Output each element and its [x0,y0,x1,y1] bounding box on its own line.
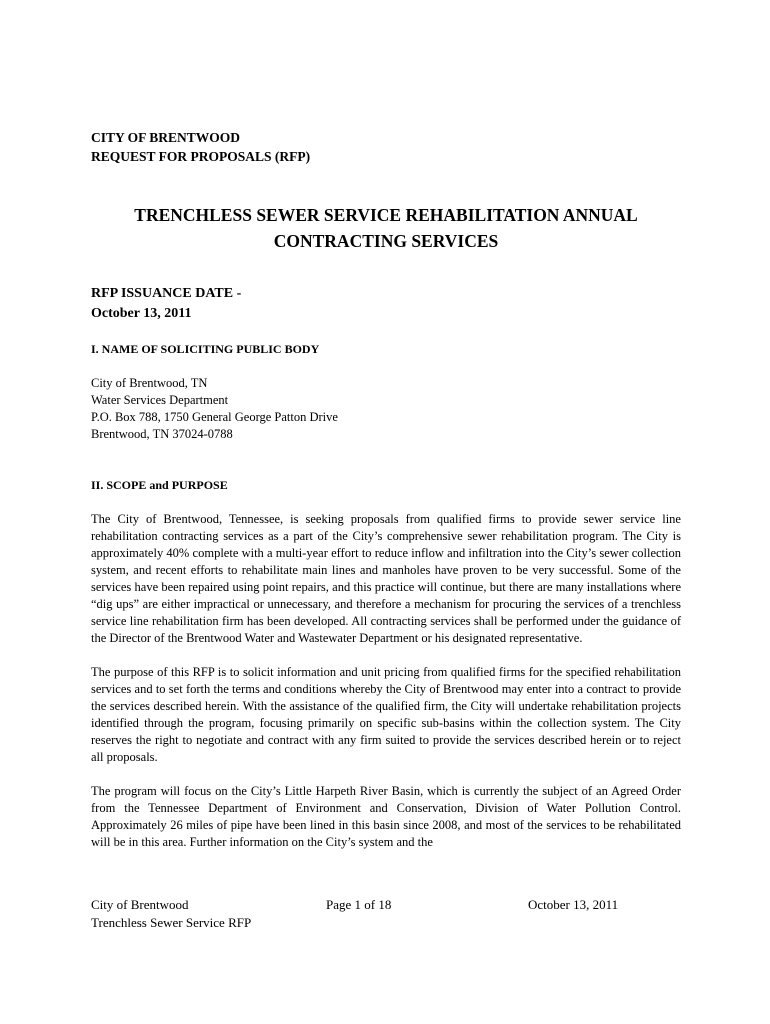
title-line-2: CONTRACTING SERVICES [273,231,499,251]
scope-paragraph-2: The purpose of this RFP is to solicit information and unit pricing from qualified firms for the specified rehabilitation services and to set forth the terms and conditions whereby the City of Brentwood may enter into a contract to provide the services described herein. With the assistance of the qualified firm, the City will undertake rehabilitation projects identified through the program, focusing primarily on specific sub-basins within the collection system. The City reserves the right to negotiate and contract with any firm suited to provide the services described herein or to reject all proposals. [91,665,681,764]
footer-date: October 13, 2011 [528,897,619,912]
footer-left [91,896,251,932]
scope-paragraph-1: The City of Brentwood, Tennessee, is seeking proposals from qualified firms to provide sewer service line rehabilitation contracting services as a part of the City’s comprehensive sewer rehabilitation program. The City is approximately 40% complete with a multi-year effort to reduce inflow and infiltration into the City’s sewer collection system, and recent efforts to rehabilitate main lines and manholes have proven to be very successful. Some of the services have been repaired using point repairs, and this practice will continue, but there are many installations where “dig ups” are either impractical or unnecessary, and therefore a mechanism for procuring the services of a trenchless service line rehabilitation firm has been developed. All contracting services shall be performed under the guidance of the Director of the Brentwood Water and Wastewater Department or his designated representative. [91,512,681,645]
page-content [91,128,681,851]
address-line: City of Brentwood, TN [91,376,208,390]
address-line: P.O. Box 788, 1750 General George Patton Drive [91,410,338,424]
scope-paragraph-3: The program will focus on the City’s Little Harpeth River Basin, which is currently the subject of an Agreed Order from the Tennessee Department of Environment and Conservation, Division of Water Pollution Control. Approximately 26 miles of pipe have been lined in this basin since 2008, and most of the services to be rehabilitated will be in this area. Further information on the City’s system and the [91,784,681,849]
document-title [91,202,681,254]
address-line: Water Services Department [91,393,229,407]
footer-page-number: Page 1 of 18 [326,897,392,912]
address-line: Brentwood, TN 37024-0788 [91,427,233,441]
section-1-heading: I. NAME OF SOLICITING PUBLIC BODY [91,342,320,356]
address-block [91,375,681,443]
city-heading: CITY OF BRENTWOOD [91,130,241,145]
section-2-heading: II. SCOPE and PURPOSE [91,478,228,492]
title-line-1: TRENCHLESS SEWER SERVICE REHABILITATION ANNUAL [134,205,638,225]
rfp-heading: REQUEST FOR PROPOSALS (RFP) [91,149,311,164]
issuance-date: October 13, 2011 [91,306,192,321]
issuance-block [91,284,681,324]
footer-doc-name: Trenchless Sewer Service RFP [91,915,252,930]
issuance-label: RFP ISSUANCE DATE - [91,286,242,301]
footer-city: City of Brentwood [91,897,189,912]
